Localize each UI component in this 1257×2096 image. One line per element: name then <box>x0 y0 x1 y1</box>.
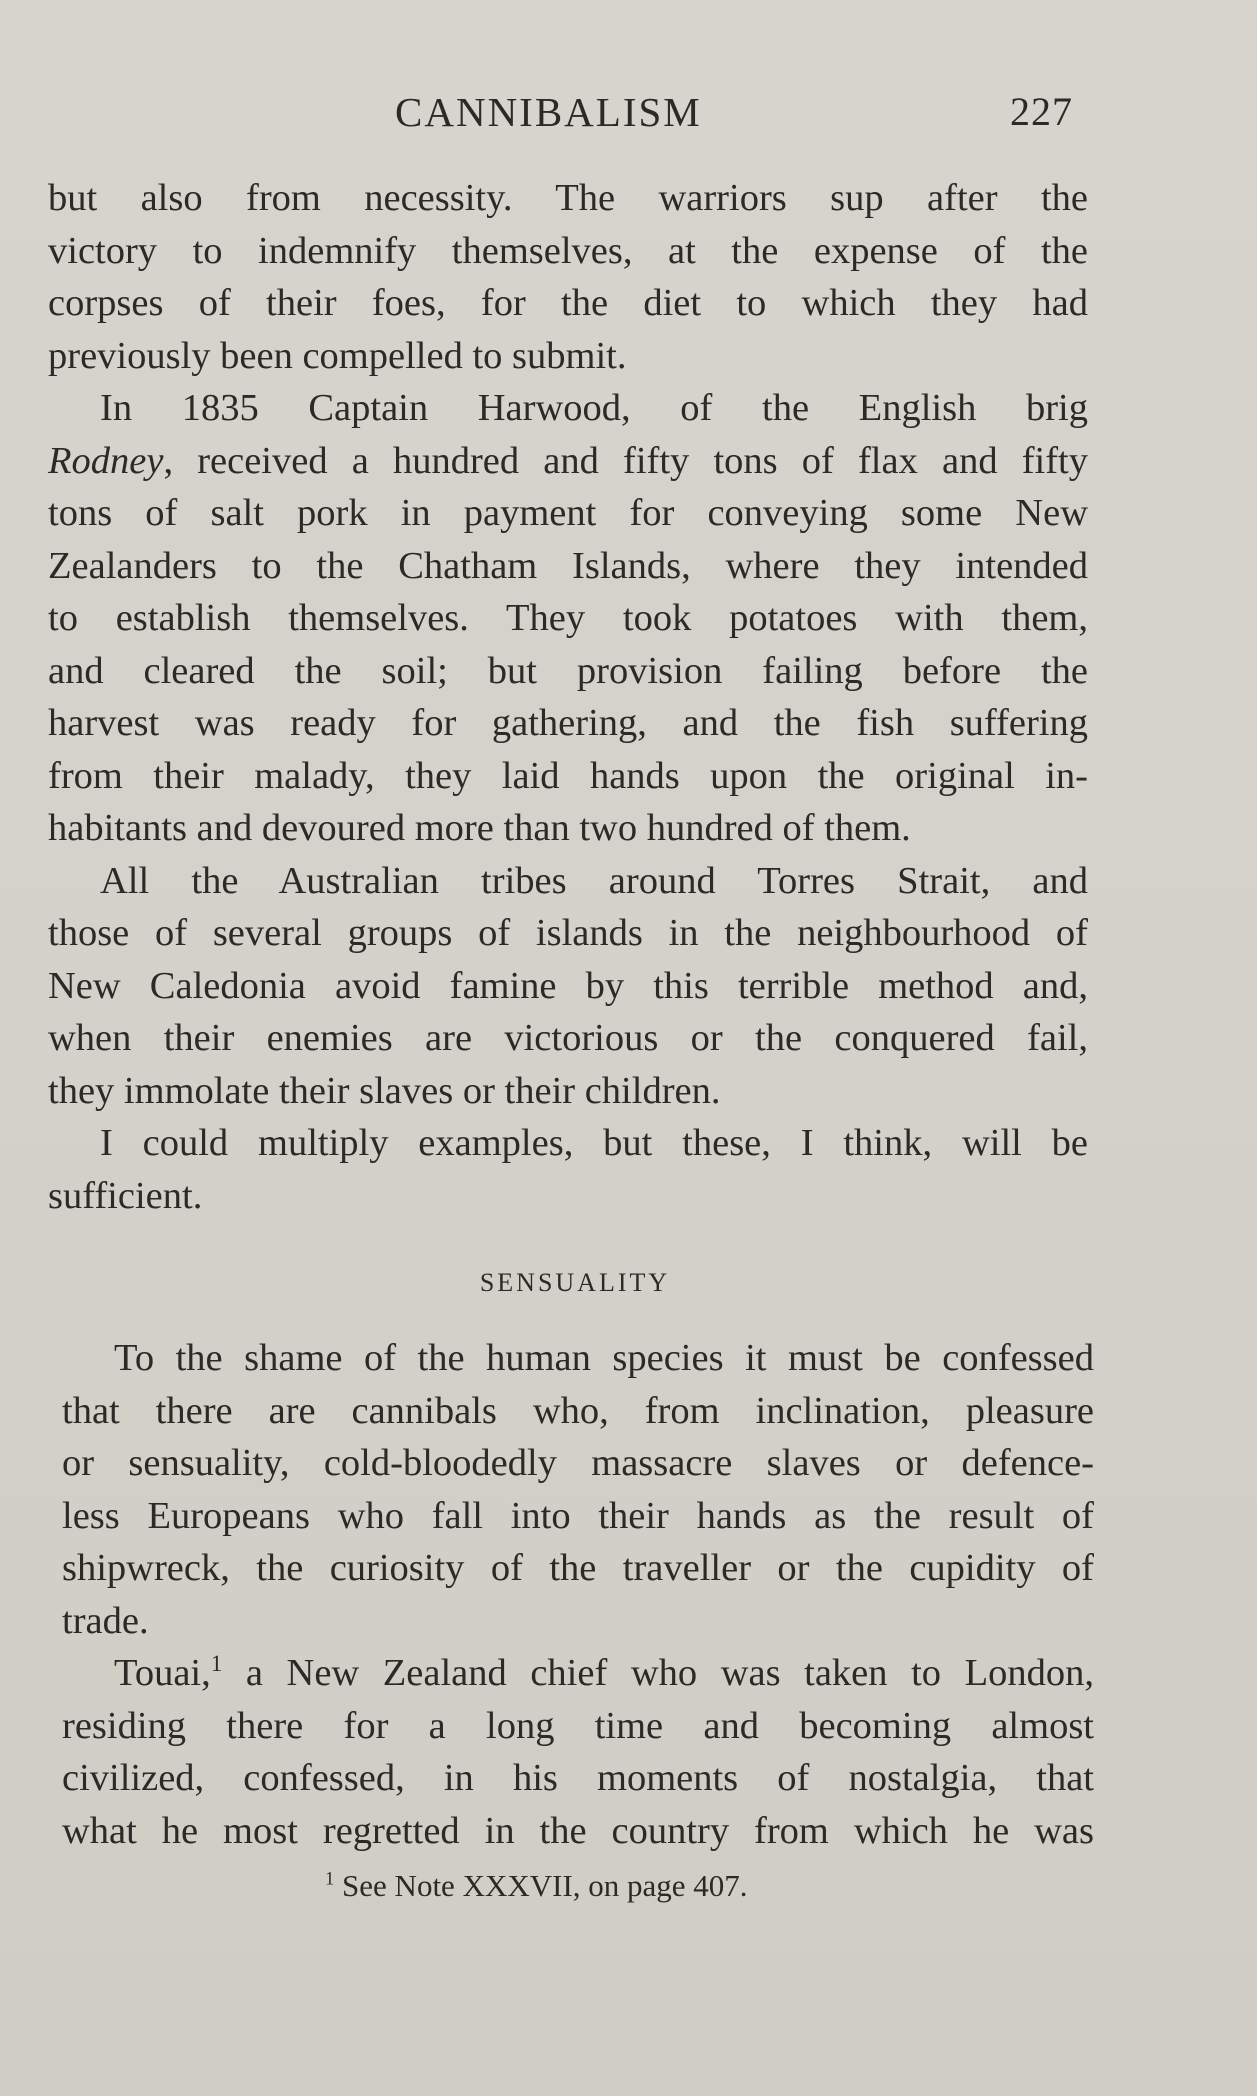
text-fragment: Touai, <box>114 1652 211 1694</box>
text-line: they immolate their slaves or their children. <box>48 1069 721 1112</box>
text-line: shipwreck, the curiosity of the traveller or the cupidity of <box>62 1547 1094 1589</box>
text-line: but also from necessity. The warriors sup after the <box>48 177 1088 219</box>
text-line: Zealanders to the Chatham Islands, where they intended <box>48 544 1088 587</box>
text-fragment: a New Zealand chief who was taken to London, <box>222 1652 1094 1694</box>
section-heading: SENSUALITY <box>479 1268 671 1297</box>
text-line: harvest was ready for gathering, and the fish suffering <box>48 702 1088 744</box>
text-line <box>62 1647 1094 1700</box>
text-line: All the Australian tribes around Torres Strait, and <box>100 859 1088 902</box>
text-line: previously been compelled to submit. <box>48 334 627 377</box>
text-line: corpses of their foes, for the diet to which they had <box>48 282 1088 324</box>
text-line: sufficient. <box>48 1174 203 1217</box>
ship-name: Rodney <box>48 439 164 482</box>
footnote <box>325 1868 748 1904</box>
running-title: CANNIBALISM <box>395 89 702 135</box>
text-line: to establish themselves. They took potatoes with them, <box>48 597 1088 639</box>
text-line: residing there for a long time and becoming almost <box>62 1704 1094 1747</box>
page-number: 227 <box>1010 89 1073 134</box>
text-fragment: , received a hundred and fifty tons of flax and fifty <box>163 439 1088 482</box>
text-line: that there are cannibals who, from inclination, pleasure <box>62 1389 1094 1432</box>
footnote-reference: 1 <box>210 1650 223 1677</box>
text-line: trade. <box>62 1599 149 1642</box>
text-line: or sensuality, cold-bloodedly massacre slaves or defence- <box>62 1442 1094 1484</box>
text-line: To the shame of the human species it must be confessed <box>114 1337 1094 1379</box>
text-line: victory to indemnify themselves, at the expense of the <box>48 229 1088 272</box>
text-line: less Europeans who fall into their hands as the result of <box>62 1494 1094 1537</box>
text-line <box>48 435 1088 488</box>
text-line: from their malady, they laid hands upon the original in- <box>48 754 1088 797</box>
text-line: and cleared the soil; but provision failing before the <box>48 649 1088 692</box>
text-line: I could multiply examples, but these, I think, will be <box>100 1122 1088 1164</box>
body-text-top <box>48 172 1088 1222</box>
text-line: civilized, confessed, in his moments of nostalgia, that <box>62 1757 1094 1799</box>
text-line: New Caledonia avoid famine by this terrible method and, <box>48 964 1088 1007</box>
text-line: habitants and devoured more than two hundred of them. <box>48 807 911 849</box>
footnote-text: See Note XXXVII, on page 407. <box>334 1868 748 1903</box>
text-line: those of several groups of islands in the neighbourhood of <box>48 912 1088 954</box>
text-line: tons of salt pork in payment for conveying some New <box>48 492 1088 534</box>
text-line: when their enemies are victorious or the conquered fail, <box>48 1017 1088 1059</box>
body-text-bottom <box>62 1332 1094 1857</box>
footnote-marker: 1 <box>325 1868 335 1890</box>
text-line: In 1835 Captain Harwood, of the English brig <box>100 387 1088 429</box>
running-head <box>0 88 1257 148</box>
text-line: what he most regretted in the country from which he was <box>62 1809 1094 1852</box>
